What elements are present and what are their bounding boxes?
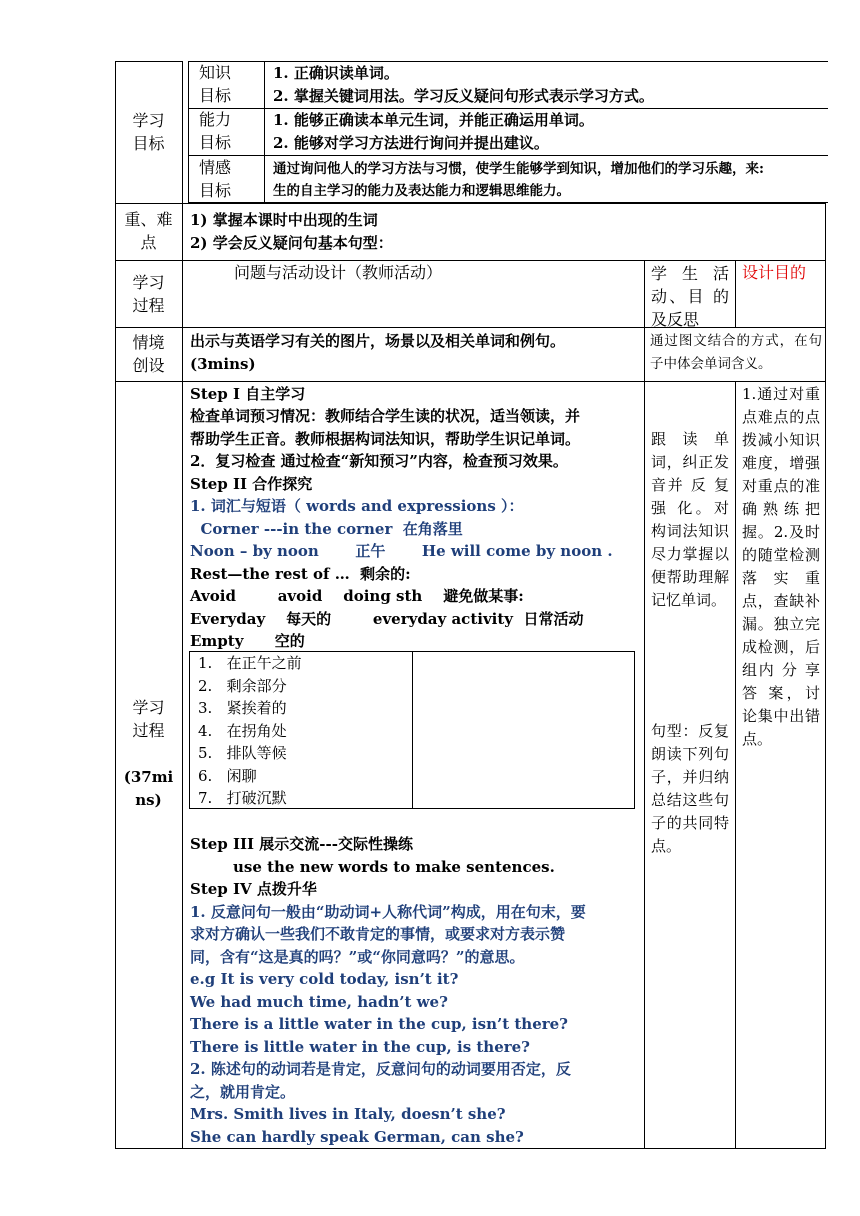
- process-label: 学习 过程: [132, 273, 165, 315]
- exercise-list: [198, 652, 302, 810]
- vocab-line: Rest—the rest of … 剩余的:: [190, 565, 411, 583]
- step1-text-line: 2．复习检查 通过检查“新知预习”内容，检查预习效果。: [190, 452, 568, 470]
- knowledge-goal-item: 1. 正确识读单词。: [273, 64, 399, 82]
- step1-title: Step I 自主学习: [190, 385, 306, 403]
- vocab-line: Corner ---in the corner 在角落里: [190, 520, 463, 538]
- grammar1-line: 同，含有“这是真的吗？”或“你同意吗？”的意思。: [190, 948, 525, 966]
- student-activity-header: 学 生 活 动、目 的 及反思: [651, 264, 729, 329]
- example-line: e.g It is very cold today, isn’t it?: [190, 970, 459, 988]
- example-line: There is a little water in the cup, isn’t there?: [190, 1015, 568, 1033]
- exercise-item: 1. 在正午之前: [198, 654, 302, 672]
- exercise-item: 5. 排队等候: [198, 744, 287, 762]
- objectives-label: 学习 目标: [132, 111, 165, 153]
- vocab-title: 1. 词汇与短语（ words and expressions ）：: [190, 497, 524, 515]
- vocab-line: Everyday 每天的 everyday activity 日常活动: [190, 610, 584, 628]
- design-purpose-text: 1.通过对重点难点的点拨减小知识难度，增强对重点的准确熟练把握。2.及时的随堂检测落 实 重 点，查缺补漏。独立完成检测，后组内 分 享 答 案，讨论集中出错点。: [742, 385, 820, 748]
- teacher-activity-header: 问题与活动设计（教师活动）: [234, 263, 443, 282]
- exercise-item: 6. 闲聊: [198, 766, 257, 785]
- situation-note: 通过图文结合的方式，在句子中体会单词含义。: [650, 333, 822, 372]
- grammar1-line: 求对方确认一些我们不敢肯定的事情，或要求对方表示赞: [190, 925, 566, 943]
- ability-goal-label: 能力 目标: [199, 110, 232, 152]
- situation-time: (3mins): [190, 355, 256, 373]
- situation-text: 出示与英语学习有关的图片，场景以及相关单词和例句。: [190, 332, 566, 350]
- exercise-item: 4. 在拐角处: [198, 721, 287, 740]
- emotion-goal-label: 情感 目标: [199, 158, 232, 200]
- exercise-item: 3. 紧挨着的: [198, 699, 287, 717]
- key-points-label: 重、难 点: [124, 210, 173, 252]
- vocab-line: Noon – by noon 正午 He will come by noon .: [190, 542, 613, 560]
- vocab-line: Avoid avoid doing sth 避免做某事:: [190, 587, 524, 605]
- ability-goal-item: 2. 能够对学习方法进行询问并提出建议。: [273, 134, 549, 152]
- example-line: There is little water in the cup, is there?: [190, 1038, 530, 1056]
- student-activity-2: 句型：反复朗读下列句子，并归纳总结这些句子的共同特点。: [651, 722, 729, 855]
- student-activity-1: 跟 读 单 词，纠正发音并 反 复 强 化。对构词法知识尽力掌握以便帮助理解记忆单词。: [651, 430, 729, 609]
- step3-text: use the new words to make sentences.: [233, 858, 555, 876]
- main-process-time: (37mi ns): [123, 768, 174, 809]
- emotion-goal-text: 通过询问他人的学习方法与习惯，使学生能够学到知识，增加他们的学习乐趣，来: 生的自主学习的能力及表达能力和逻辑思维能力。: [273, 161, 764, 199]
- example-line: She can hardly speak German, can she?: [190, 1128, 524, 1146]
- step2-title: Step II 合作探究: [190, 475, 313, 493]
- grammar2-line: 2. 陈述句的动词若是肯定，反意问句的动词要用否定，反: [190, 1060, 571, 1078]
- key-point-item: 2) 学会反义疑问句基本句型：: [190, 234, 393, 252]
- step1-text-line: 检查单词预习情况：教师结合学生读的状况，适当领读，并: [190, 407, 581, 425]
- example-line: We had much time, hadn’t we?: [190, 993, 448, 1011]
- step4-title: Step IV 点拨升华: [190, 880, 317, 898]
- step3-title: Step III 展示交流---交际性操练: [190, 835, 413, 853]
- grammar1-line: 1. 反意问句一般由“助动词+人称代词”构成，用在句末，要: [190, 903, 586, 921]
- vocab-line: Empty 空的: [190, 632, 305, 650]
- ability-goal-item: 1. 能够正确读本单元生词，并能正确运用单词。: [273, 111, 594, 129]
- example-line: Mrs. Smith lives in Italy, doesn’t she?: [190, 1105, 506, 1123]
- main-process-label: 学习 过程: [132, 698, 165, 740]
- exercise-item: 2. 剩余部分: [198, 676, 287, 695]
- knowledge-goal-label: 知识 目标: [199, 63, 232, 105]
- design-purpose-header: 设计目的: [742, 263, 807, 282]
- situation-label: 情境 创设: [132, 333, 165, 375]
- exercise-item: 7. 打破沉默: [198, 789, 287, 807]
- grammar2-line: 之，就用肯定。: [190, 1083, 296, 1101]
- step1-text-line: 帮助学生正音。教师根据构词法知识，帮助学生识记单词。: [190, 430, 581, 448]
- key-point-item: 1) 掌握本课时中出现的生词: [190, 211, 378, 229]
- knowledge-goal-item: 2. 掌握关键词用法。学习反义疑问句形式表示学习方式。: [273, 87, 654, 105]
